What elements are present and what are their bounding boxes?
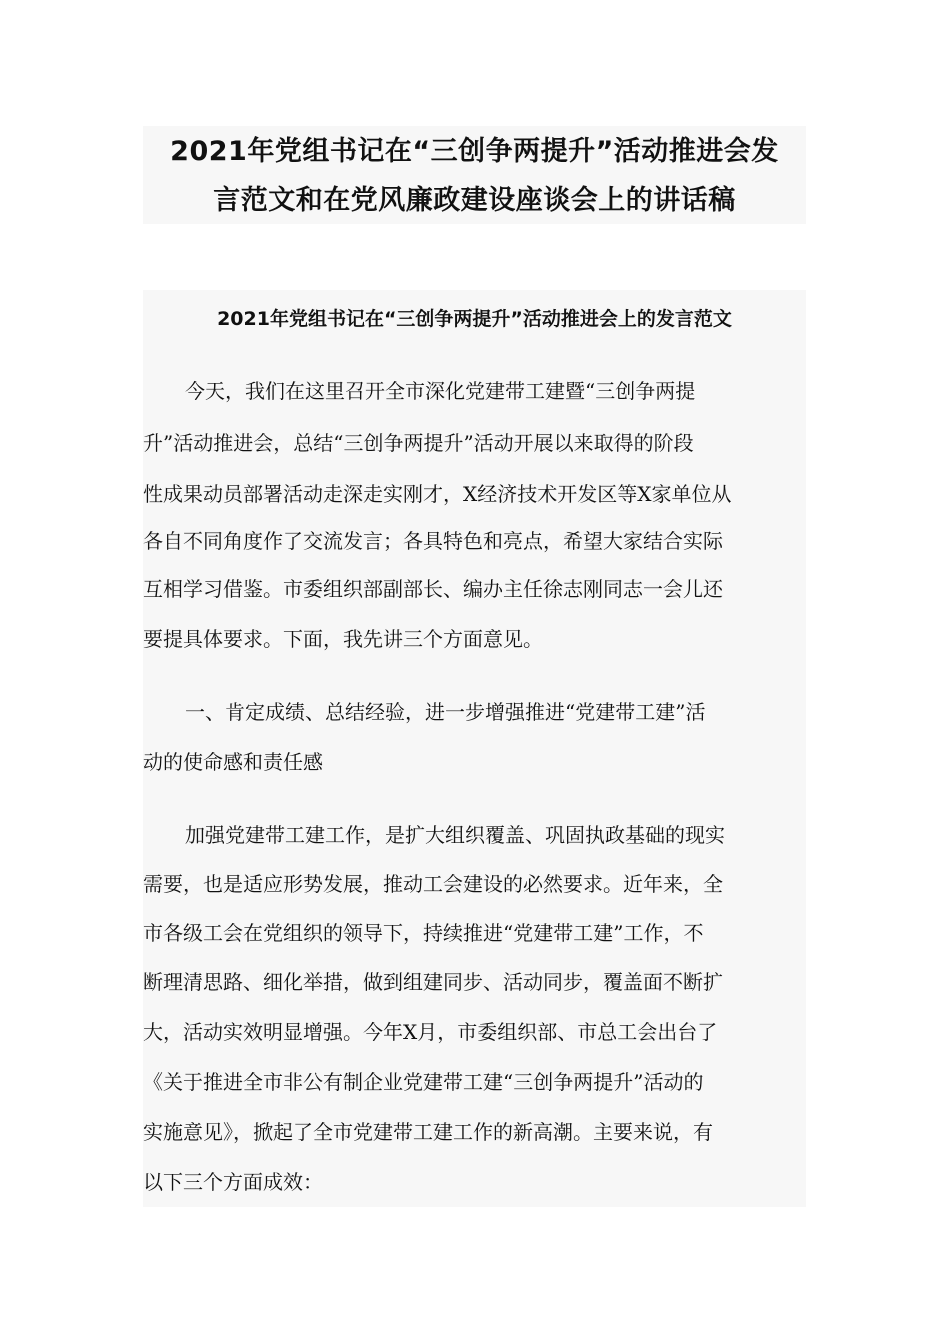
paragraph-3-line-4: 断理清思路、细化举措，做到组建同步、活动同步，覆盖面不断扩 <box>143 970 723 994</box>
paragraph-3-line-7: 实施意见》，掀起了全市党建带工建工作的新高潮。主要来说，有 <box>143 1120 713 1144</box>
paragraph-3-line-3: 市各级工会在党组织的领导下，持续推进“党建带工建”工作，不 <box>143 921 704 945</box>
paragraph-1-line-3: 性成果动员部署活动走深走实刚才，X经济技术开发区等X家单位从 <box>143 482 732 506</box>
document-title-line-2: 言范文和在党风廉政建设座谈会上的讲话稿 <box>213 185 736 216</box>
paragraph-1-line-1: 今天，我们在这里召开全市深化党建带工建暨“三创争两提 <box>185 379 696 403</box>
section-subtitle: 2021年党组书记在“三创争两提升”活动推进会上的发言范文 <box>217 308 732 330</box>
paragraph-3-line-2: 需要，也是适应形势发展，推动工会建设的必然要求。近年来，全 <box>143 872 723 896</box>
heading-1-line-1: 一、肯定成绩、总结经验，进一步增强推进“党建带工建”活 <box>185 700 706 724</box>
paragraph-3-line-5: 大，活动实效明显增强。今年X月，市委组织部、市总工会出台了 <box>143 1020 718 1044</box>
document-title-block <box>143 126 806 224</box>
paragraph-3-line-8: 以下三个方面成效： <box>143 1170 323 1194</box>
document-body <box>143 290 806 1207</box>
paragraph-3-line-6: 《关于推进全市非公有制企业党建带工建“三创争两提升”活动的 <box>143 1070 704 1094</box>
document-title-line-1: 2021年党组书记在“三创争两提升”活动推进会发 <box>170 136 779 167</box>
heading-1-line-2: 动的使命感和责任感 <box>143 750 323 774</box>
paragraph-1-line-2: 升”活动推进会，总结“三创争两提升”活动开展以来取得的阶段 <box>143 431 694 455</box>
paragraph-1-line-4: 各自不同角度作了交流发言；各具特色和亮点，希望大家结合实际 <box>143 529 723 553</box>
paragraph-3-line-1: 加强党建带工建工作，是扩大组织覆盖、巩固执政基础的现实 <box>185 823 725 847</box>
paragraph-1-line-6: 要提具体要求。下面，我先讲三个方面意见。 <box>143 627 543 651</box>
paragraph-1-line-5: 互相学习借鉴。市委组织部副部长、编办主任徐志刚同志一会儿还 <box>143 577 723 601</box>
